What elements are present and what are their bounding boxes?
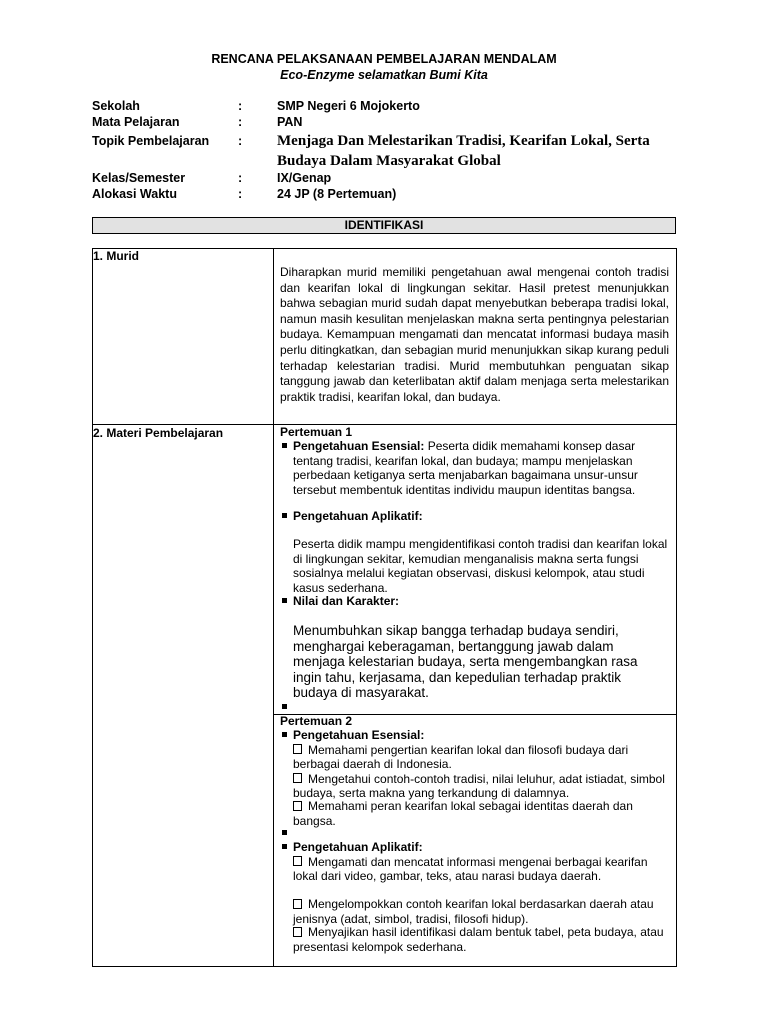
info-colon: : [238,187,243,201]
info-colon: : [238,99,243,113]
info-value: IX/Genap [277,171,332,185]
p2-aplikatif-item [293,855,663,884]
p2-empty-bullet [282,826,293,841]
p2-aplikatif-item-text: Mengelompokkan contoh kearifan lokal berdasarkan daerah atau jenisnya (adat, simbol, tradisi, filosofi hidup). [293,897,654,926]
table-row-divider [92,424,677,425]
info-value: Menjaga Dan Melestarikan Tradisi, Kearifan Lokal, Serta Budaya Dalam Masyarakat Global [277,133,650,169]
info-label: Kelas/Semester [92,171,186,185]
p2-aplikatif-line [282,840,423,855]
p1-aplikatif-label: Pengetahuan Aplikatif: [293,509,423,523]
info-label: Alokasi Waktu [92,187,177,201]
document-title: RENCANA PELAKSANAAN PEMBELAJARAN MENDALAM [211,52,557,66]
bullet-icon [282,844,287,849]
pertemuan-2-heading: Pertemuan 2 [280,714,353,728]
checkbox-glyph-icon [293,744,302,754]
murid-description: Diharapkan murid memiliki pengetahuan awal mengenai contoh tradisi dan kearifan lokal di lingkungan sekitar. Hasil pretest menunjukkan bahwa sebagian murid sudah dapat menyebutkan beberapa tradisi lokal, namun masih kesulitan menjelaskan makna serta pentingnya pelestarian budaya. Kemampuan mengamati dan mencatat informasi budaya masih perlu ditingkatkan, dan sebagian murid menunjukkan sikap kurang peduli terhadap kelestarian tradisi. Murid membutuhkan penguatan sikap tanggung jawab dan keterlibatan aktif dalam menjaga serta melestarikan praktik tradisi, kearifan lokal, dan budaya. [280,265,669,404]
checkbox-glyph-icon [293,856,302,866]
p2-esensial-item [293,799,665,828]
p2-esensial-item-text: Mengetahui contoh-contoh tradisi, nilai leluhur, adat istiadat, simbol budaya, serta makna yang terkandung di dalamnya. [293,771,665,800]
table-border-top [92,248,677,249]
bullet-icon [282,732,287,737]
row-label-murid: 1. Murid [93,249,140,263]
p2-aplikatif-item [293,925,673,954]
p1-aplikatif-line [282,509,423,524]
row-label-materi: 2. Materi Pembelajaran [93,426,224,440]
checkbox-glyph-icon [293,773,302,783]
p2-esensial-item-text: Memahami peran kearifan lokal sebagai identitas daerah dan bangsa. [293,799,633,828]
section-header: IDENTIFIKASI [92,217,676,234]
info-value: 24 JP (8 Pertemuan) [277,187,397,201]
info-label: Topik Pembelajaran [92,134,210,148]
info-label: Mata Pelajaran [92,115,180,129]
p2-aplikatif-item [293,897,663,926]
p2-esensial-item-text: Memahami pengertian kearifan lokal dan filosofi budaya dari berbagai daerah di Indonesia. [293,742,629,771]
table-border-right [676,248,677,967]
p2-aplikatif-label: Pengetahuan Aplikatif: [293,840,423,854]
p1-empty-bullet [282,700,293,715]
info-value: PAN [277,115,303,129]
p1-esensial-line [282,439,674,454]
info-colon: : [238,115,243,129]
bullet-icon [282,443,287,448]
p1-esensial-text-line1: Peserta didik memahami konsep dasar [424,439,636,453]
table-column-divider [273,248,274,967]
bullet-icon [282,830,287,835]
p2-esensial-line [282,728,424,743]
p2-aplikatif-item-text: Menyajikan hasil identifikasi dalam bentuk tabel, peta budaya, atau presentasi kelompok sederhana. [293,925,664,954]
bullet-icon [282,598,287,603]
p1-esensial-text: tentang tradisi, kearifan lokal, dan budaya; mampu menjelaskan perbedaan ketiganya serta menjabarkan bagaimana unsur-unsur tersebut membentuk identitas individu maupun identitas bangsa. [293,453,638,497]
p1-esensial-label: Pengetahuan Esensial: [293,439,425,453]
info-value: SMP Negeri 6 Mojokerto [277,99,420,113]
p2-esensial-label: Pengetahuan Esensial: [293,728,425,742]
document-subtitle: Eco-Enzyme selamatkan Bumi Kita [280,68,488,82]
table-border-left [92,248,93,967]
bullet-icon [282,704,287,709]
info-colon: : [238,134,243,148]
info-label: Sekolah [92,99,140,113]
info-colon: : [238,171,243,185]
p2-aplikatif-item-text: Mengamati dan mencatat informasi mengenai berbagai kearifan lokal dari video, gambar, teks, atau narasi budaya daerah. [293,854,648,883]
p1-nilai-label: Nilai dan Karakter: [293,594,400,608]
p1-nilai-line [282,594,399,609]
pertemuan-1-heading: Pertemuan 1 [280,425,353,439]
p1-nilai-text: Menumbuhkan sikap bangga terhadap budaya sendiri, menghargai keberagaman, bertanggung jawab dalam menjaga kelestarian budaya, serta mengembangkan rasa ingin tahu, kerjasama, dan kepedulian terhadap praktik budaya di masyarakat. [293,623,638,700]
checkbox-glyph-icon [293,927,302,937]
p1-aplikatif-text: Peserta didik mampu mengidentifikasi contoh tradisi dan kearifan lokal di lingkungan sekitar, kemudian menganalisis makna serta fungsi sosialnya melalui kegiatan observasi, diskusi kelompok, atau studi kasus sederhana. [293,537,668,595]
bullet-icon [282,513,287,518]
table-border-bottom [92,966,677,967]
p2-esensial-item [293,743,673,772]
checkbox-glyph-icon [293,801,302,811]
checkbox-glyph-icon [293,899,302,909]
p2-esensial-item [293,772,673,801]
